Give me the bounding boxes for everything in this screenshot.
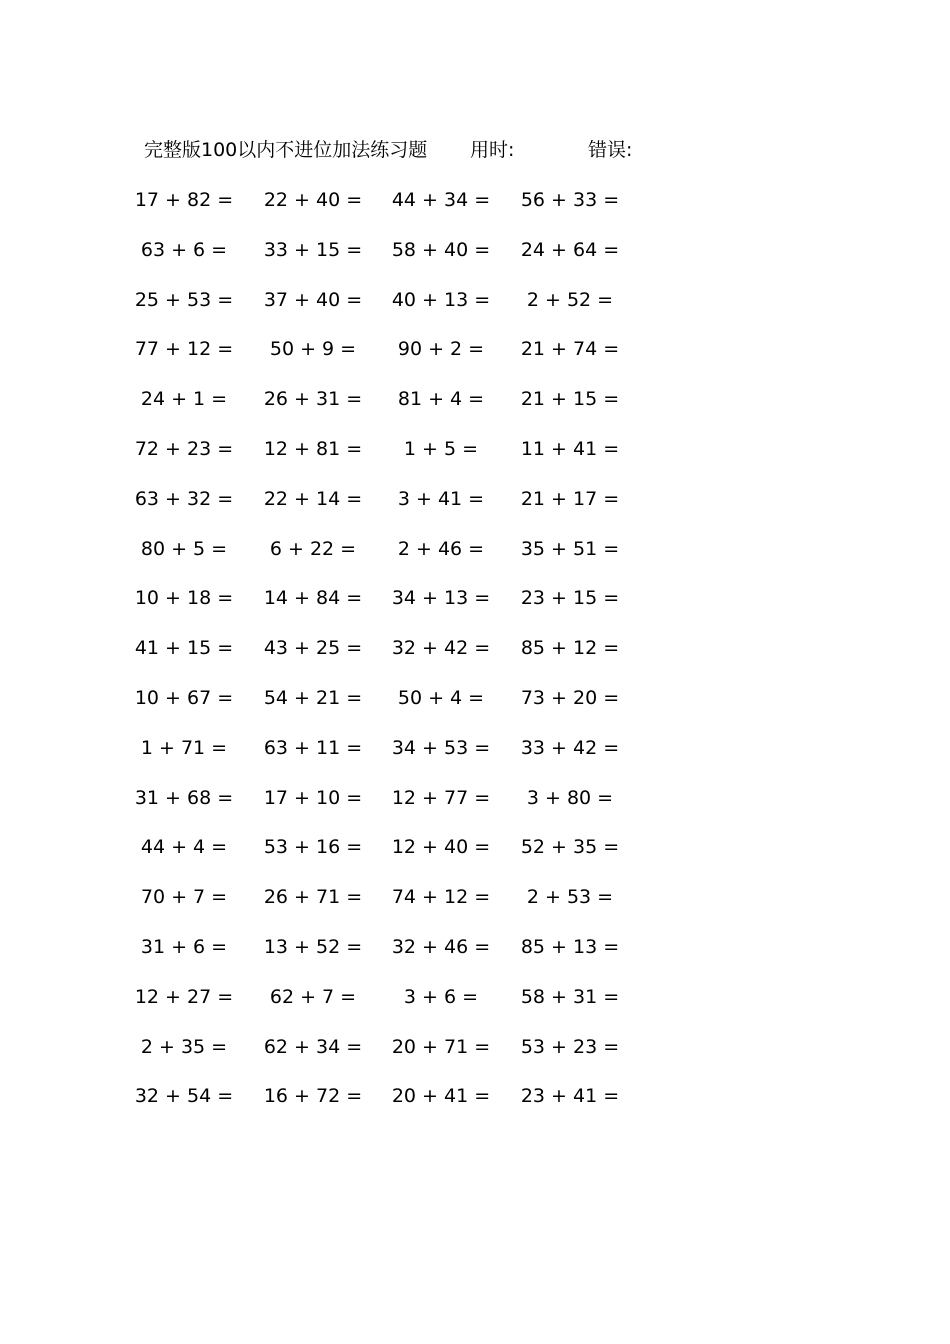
addition-problem: 37 + 40 = (263, 288, 363, 311)
addition-problem: 23 + 15 = (520, 587, 620, 610)
problem-row (0, 435, 950, 485)
worksheet-title: 完整版100以内不进位加法练习题 (144, 139, 428, 161)
addition-problem: 34 + 53 = (391, 736, 491, 759)
addition-problem: 10 + 67 = (134, 686, 234, 709)
addition-problem: 63 + 32 = (134, 487, 234, 510)
problem-row (0, 833, 950, 883)
addition-problem: 13 + 52 = (263, 935, 363, 958)
problem-row (0, 933, 950, 983)
addition-problem: 40 + 13 = (391, 288, 491, 311)
addition-problem: 63 + 11 = (263, 736, 363, 759)
addition-problem: 23 + 41 = (520, 1085, 620, 1108)
problem-row (0, 634, 950, 684)
addition-problem: 54 + 21 = (263, 686, 363, 709)
addition-problem: 62 + 7 = (269, 985, 357, 1008)
addition-problem: 80 + 5 = (140, 537, 228, 560)
problem-row (0, 684, 950, 734)
addition-problem: 17 + 10 = (263, 786, 363, 809)
addition-problem: 20 + 71 = (391, 1035, 491, 1058)
addition-problem: 24 + 1 = (140, 388, 228, 411)
addition-problem: 33 + 15 = (263, 238, 363, 261)
errors-label: 错误: (588, 139, 633, 161)
addition-problem: 6 + 22 = (269, 537, 357, 560)
addition-problem: 21 + 74 = (520, 338, 620, 361)
addition-problem: 44 + 4 = (140, 836, 228, 859)
addition-problem: 14 + 84 = (263, 587, 363, 610)
addition-problem: 85 + 13 = (520, 935, 620, 958)
addition-problem: 22 + 40 = (263, 189, 363, 211)
addition-problem: 12 + 81 = (263, 437, 363, 460)
addition-problem: 21 + 17 = (520, 487, 620, 510)
problem-grid (0, 186, 950, 1132)
addition-problem: 22 + 14 = (263, 487, 363, 510)
addition-problem: 1 + 5 = (403, 437, 479, 460)
addition-problem: 63 + 6 = (140, 238, 228, 261)
addition-problem: 72 + 23 = (134, 437, 234, 460)
problem-row (0, 1082, 950, 1132)
problem-row (0, 584, 950, 634)
addition-problem: 70 + 7 = (140, 886, 228, 909)
addition-problem: 2 + 53 = (526, 886, 614, 909)
problem-row (0, 186, 950, 236)
addition-problem: 11 + 41 = (520, 437, 620, 460)
addition-problem: 90 + 2 = (397, 338, 485, 361)
addition-problem: 32 + 54 = (134, 1085, 234, 1108)
addition-problem: 10 + 18 = (134, 587, 234, 610)
addition-problem: 53 + 23 = (520, 1035, 620, 1058)
addition-problem: 3 + 6 = (403, 985, 479, 1008)
problem-row (0, 485, 950, 535)
problem-row (0, 1033, 950, 1083)
addition-problem: 3 + 41 = (397, 487, 485, 510)
problem-row (0, 385, 950, 435)
addition-problem: 35 + 51 = (520, 537, 620, 560)
addition-problem: 12 + 27 = (134, 985, 234, 1008)
addition-problem: 32 + 42 = (391, 637, 491, 660)
addition-problem: 21 + 15 = (520, 388, 620, 411)
addition-problem: 43 + 25 = (263, 637, 363, 660)
addition-problem: 20 + 41 = (391, 1085, 491, 1108)
problem-row (0, 236, 950, 286)
problem-row (0, 286, 950, 336)
addition-problem: 74 + 12 = (391, 886, 491, 909)
addition-problem: 41 + 15 = (134, 637, 234, 660)
addition-problem: 52 + 35 = (520, 836, 620, 859)
addition-problem: 16 + 72 = (263, 1085, 363, 1108)
addition-problem: 1 + 71 = (140, 736, 228, 759)
addition-problem: 2 + 46 = (397, 537, 485, 560)
addition-problem: 2 + 35 = (140, 1035, 228, 1058)
problem-row (0, 535, 950, 585)
addition-problem: 50 + 9 = (269, 338, 357, 361)
problem-row (0, 335, 950, 385)
addition-problem: 73 + 20 = (520, 686, 620, 709)
addition-problem: 26 + 71 = (263, 886, 363, 909)
addition-problem: 2 + 52 = (526, 288, 614, 311)
addition-problem: 12 + 77 = (391, 786, 491, 809)
addition-problem: 56 + 33 = (520, 189, 620, 211)
addition-problem: 25 + 53 = (134, 288, 234, 311)
problem-row (0, 983, 950, 1033)
problem-row (0, 784, 950, 834)
addition-problem: 53 + 16 = (263, 836, 363, 859)
addition-problem: 50 + 4 = (397, 686, 485, 709)
addition-problem: 26 + 31 = (263, 388, 363, 411)
addition-problem: 3 + 80 = (526, 786, 614, 809)
addition-problem: 12 + 40 = (391, 836, 491, 859)
addition-problem: 58 + 31 = (520, 985, 620, 1008)
addition-problem: 32 + 46 = (391, 935, 491, 958)
problem-row (0, 734, 950, 784)
addition-problem: 85 + 12 = (520, 637, 620, 660)
addition-problem: 58 + 40 = (391, 238, 491, 261)
addition-problem: 31 + 6 = (140, 935, 228, 958)
addition-problem: 44 + 34 = (391, 189, 491, 211)
addition-problem: 31 + 68 = (134, 786, 234, 809)
addition-problem: 62 + 34 = (263, 1035, 363, 1058)
addition-problem: 33 + 42 = (520, 736, 620, 759)
time-used-label: 用时: (470, 139, 515, 161)
addition-problem: 77 + 12 = (134, 338, 234, 361)
addition-problem: 24 + 64 = (520, 238, 620, 261)
addition-problem: 34 + 13 = (391, 587, 491, 610)
problem-row (0, 883, 950, 933)
addition-problem: 81 + 4 = (397, 388, 485, 411)
addition-problem: 17 + 82 = (134, 189, 234, 211)
